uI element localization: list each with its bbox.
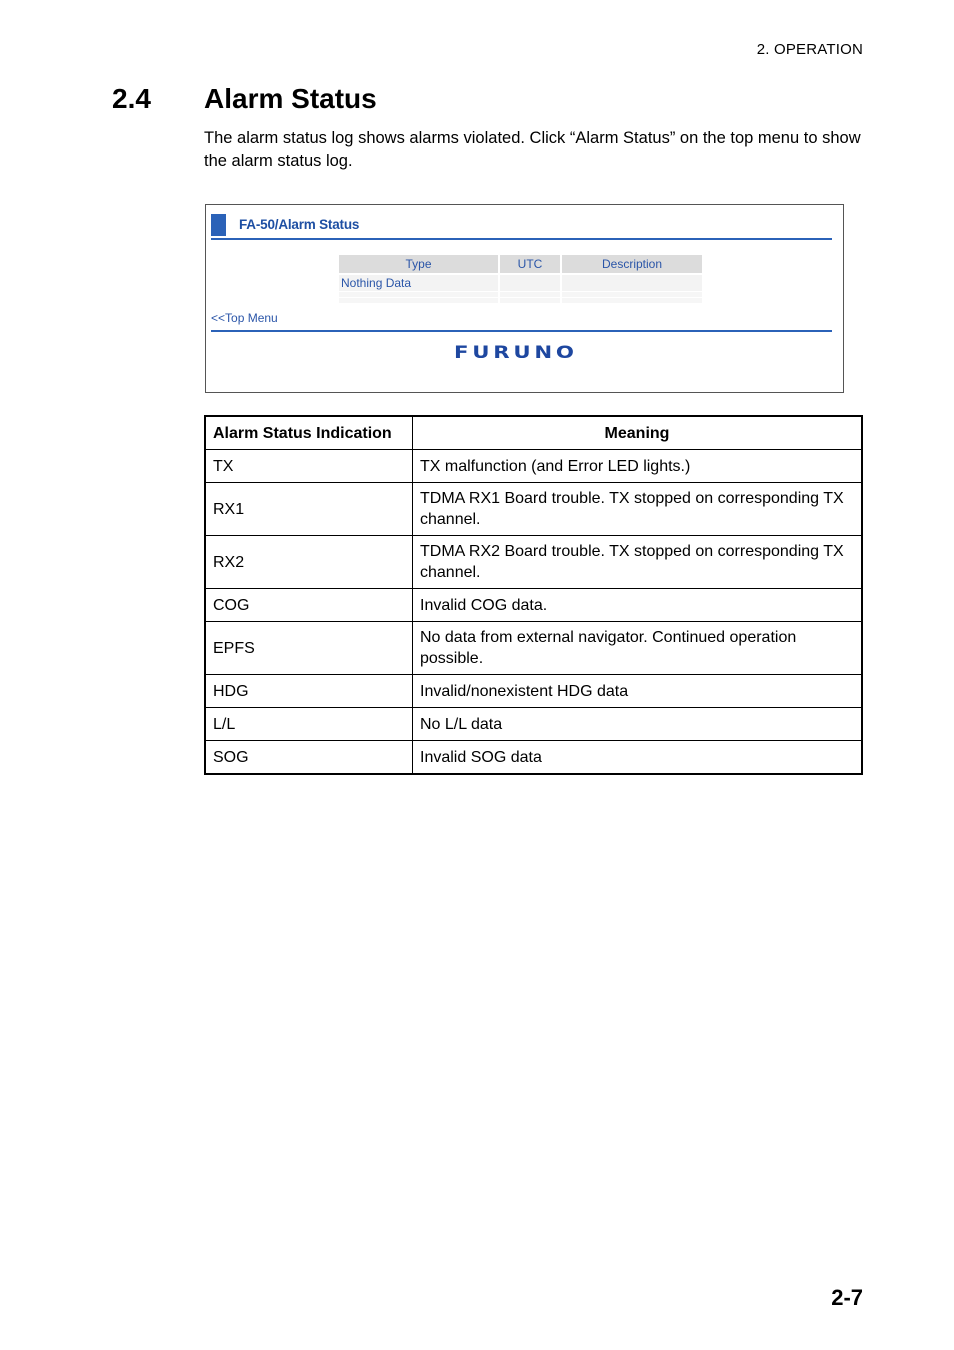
log-header-row	[339, 255, 702, 273]
section-title: Alarm Status	[204, 83, 377, 114]
log-filler-row	[339, 297, 702, 303]
intro-paragraph: The alarm status log shows alarms violated. Click “Alarm Status” on the top menu to show the alarm status log.	[204, 129, 861, 170]
table-row	[205, 622, 862, 675]
alarm-indication: SOG	[205, 741, 413, 775]
alarm-status-screenshot	[205, 204, 844, 393]
table-row	[205, 483, 862, 536]
alarm-indication: TX	[205, 450, 413, 483]
table-row	[205, 589, 862, 622]
alarm-indication: COG	[205, 589, 413, 622]
alarm-indication: EPFS	[205, 622, 413, 675]
alarm-indication: RX1	[205, 483, 413, 536]
log-column-type[interactable]: Type	[339, 255, 498, 273]
table-row	[205, 741, 862, 775]
log-row	[339, 273, 702, 291]
running-header: 2. OPERATION	[756, 41, 863, 58]
alarm-meaning: Invalid/nonexistent HDG data	[413, 675, 863, 708]
top-menu-link[interactable]: <<Top Menu	[211, 311, 278, 325]
alarm-meaning: Invalid COG data.	[413, 589, 863, 622]
alarm-indication: RX2	[205, 536, 413, 589]
section-heading	[112, 83, 377, 115]
screenshot-title-bar	[211, 214, 832, 240]
alarm-meaning: Invalid SOG data	[413, 741, 863, 775]
alarm-log-table	[337, 255, 704, 303]
alarm-table-header-row	[205, 416, 862, 450]
log-column-utc[interactable]: UTC	[500, 255, 560, 273]
alarm-meaning: TDMA RX1 Board trouble. TX stopped on corresponding TX channel.	[413, 483, 863, 536]
table-row	[205, 708, 862, 741]
screenshot-divider	[211, 330, 832, 332]
header-meaning: Meaning	[413, 416, 863, 450]
alarm-meaning: TDMA RX2 Board trouble. TX stopped on corresponding TX channel.	[413, 536, 863, 589]
alarm-meaning: TX malfunction (and Error LED lights.)	[413, 450, 863, 483]
log-cell	[500, 273, 560, 291]
table-row	[205, 536, 862, 589]
alarm-status-table	[204, 415, 863, 775]
log-cell	[562, 273, 702, 291]
page-number: 2-7	[831, 1285, 863, 1310]
section-number: 2.4	[112, 83, 151, 114]
furuno-logo: FURUNO	[454, 343, 578, 363]
log-column-description[interactable]: Description	[562, 255, 702, 273]
header-alarm-status-indication: Alarm Status Indication	[205, 416, 413, 450]
alarm-meaning: No data from external navigator. Continued operation possible.	[413, 622, 863, 675]
alarm-indication: HDG	[205, 675, 413, 708]
alarm-meaning: No L/L data	[413, 708, 863, 741]
screenshot-title: FA-50/Alarm Status	[239, 217, 360, 232]
title-marker-icon	[211, 214, 226, 236]
alarm-indication: L/L	[205, 708, 413, 741]
log-empty-message: Nothing Data	[339, 273, 498, 291]
table-row	[205, 675, 862, 708]
table-row	[205, 450, 862, 483]
